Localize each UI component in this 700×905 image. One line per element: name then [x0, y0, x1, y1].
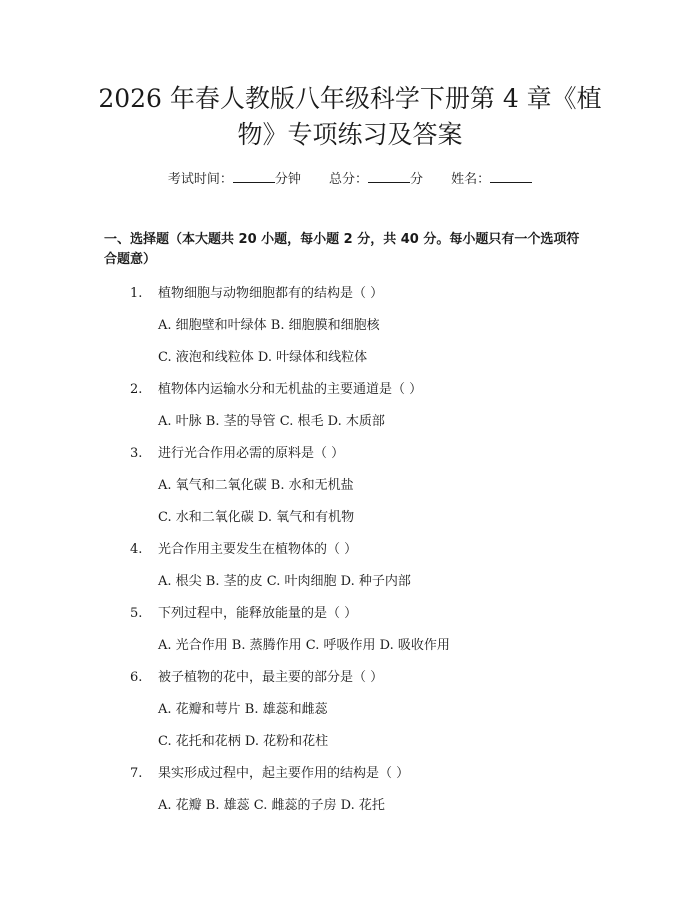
exam-time-label: 考试时间：: [167, 172, 233, 187]
question-number: 1.: [130, 286, 143, 301]
total-score-unit: 分: [410, 172, 424, 187]
student-name-blank: [490, 170, 532, 183]
section-heading-line-1: 一、选择题（本大题共 20 小题，每小题 2 分，共 40 分。每小题只有一个选项符: [104, 232, 580, 247]
exam-title-line-2: 物》专项练习及答案: [237, 120, 463, 149]
question-6-options-row-2: C. 花托和花柄 D. 花粉和花柱: [158, 734, 329, 749]
exam-time-field: [168, 172, 305, 187]
question-text: 下列过程中，能释放能量的是（ ）: [158, 606, 358, 621]
question-1: [130, 282, 383, 301]
student-name-field: [451, 172, 532, 187]
exam-time-blank: [233, 170, 275, 183]
question-number: 6.: [130, 670, 143, 685]
question-5: [130, 602, 357, 621]
question-number: 5.: [130, 606, 143, 621]
exam-title-line-1: 2026 年春人教版八年级科学下册第 4 章《植: [98, 84, 602, 113]
question-number: 4.: [130, 542, 143, 557]
exam-time-unit: 分钟: [274, 172, 301, 187]
question-6: [130, 666, 383, 685]
question-4-options-row-1: A. 根尖 B. 茎的皮 C. 叶肉细胞 D. 种子内部: [158, 574, 411, 589]
exam-info-row: [0, 168, 700, 187]
question-number: 3.: [130, 446, 143, 461]
section-heading-line-2: 合题意）: [104, 252, 157, 267]
student-name-label: 姓名：: [451, 172, 491, 187]
question-number: 7.: [130, 766, 143, 781]
question-3-options-row-2: C. 水和二氧化碳 D. 氧气和有机物: [158, 510, 355, 525]
question-text: 被子植物的花中，最主要的部分是（ ）: [158, 670, 384, 685]
question-7: [130, 762, 409, 781]
question-number: 2.: [130, 382, 143, 397]
question-5-options-row-1: A. 光合作用 B. 蒸腾作用 C. 呼吸作用 D. 吸收作用: [158, 638, 450, 653]
question-text: 光合作用主要发生在植物体的（ ）: [158, 542, 358, 557]
question-1-options-row-2: C. 液泡和线粒体 D. 叶绿体和线粒体: [158, 350, 368, 365]
question-3-options-row-1: A. 氧气和二氧化碳 B. 水和无机盐: [158, 478, 354, 493]
total-score-label: 总分：: [328, 172, 368, 187]
total-score-field: [329, 172, 427, 187]
question-4: [130, 538, 357, 557]
question-text: 植物体内运输水分和无机盐的主要通道是（ ）: [158, 382, 423, 397]
question-3: [130, 442, 344, 461]
question-1-options-row-1: A. 细胞壁和叶绿体 B. 细胞膜和细胞核: [158, 318, 380, 333]
question-text: 进行光合作用必需的原料是（ ）: [158, 446, 345, 461]
total-score-blank: [368, 170, 410, 183]
question-2-options-row-1: A. 叶脉 B. 茎的导管 C. 根毛 D. 木质部: [158, 414, 385, 429]
question-2: [130, 378, 422, 397]
question-text: 植物细胞与动物细胞都有的结构是（ ）: [158, 286, 384, 301]
question-text: 果实形成过程中，起主要作用的结构是（ ）: [158, 766, 410, 781]
question-7-options-row-1: A. 花瓣 B. 雄蕊 C. 雌蕊的子房 D. 花托: [158, 798, 385, 813]
question-6-options-row-1: A. 花瓣和萼片 B. 雄蕊和雌蕊: [158, 702, 328, 717]
